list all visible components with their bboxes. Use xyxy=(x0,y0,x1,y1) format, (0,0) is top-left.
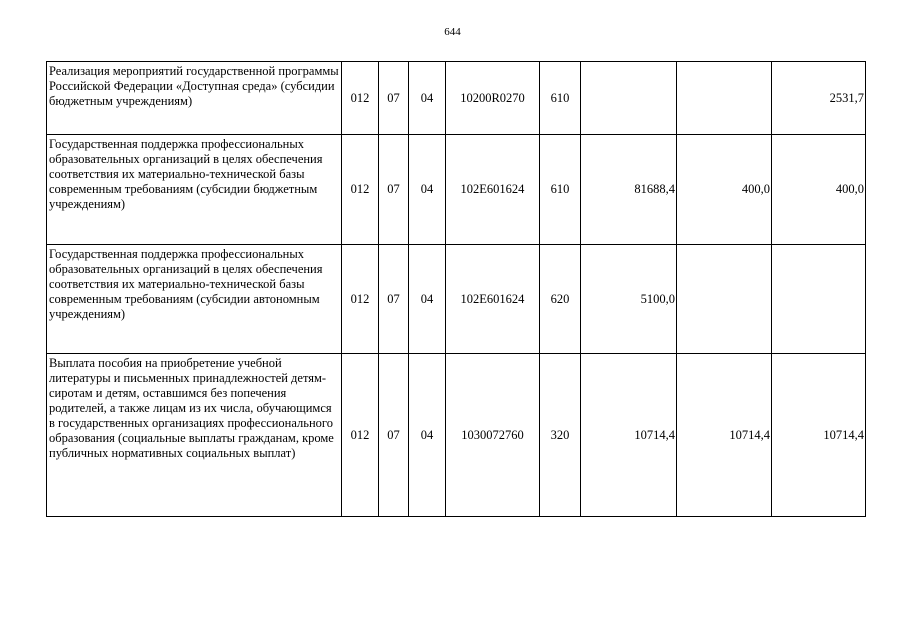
amount-2-cell xyxy=(677,62,772,135)
ministry-code-cell: 012 xyxy=(342,245,379,354)
amount-3-cell: 10714,4 xyxy=(772,354,866,517)
ministry-code-cell: 012 xyxy=(342,62,379,135)
ministry-code-cell: 012 xyxy=(342,354,379,517)
expense-type-cell: 320 xyxy=(540,354,581,517)
amount-2-cell: 400,0 xyxy=(677,135,772,245)
expense-type-cell: 620 xyxy=(540,245,581,354)
budget-table xyxy=(46,61,866,517)
description-cell: Выплата пособия на приобретение учебной литературы и письменных принадлежностей детям-сиротам и детям, оставшимся без попечения родителей, а также лицам из их числа, обучающимся в государственных организациях профессионального образования (социальные выплаты гражданам, кроме публичных нормативных социальных выплат) xyxy=(47,354,342,517)
amount-1-cell: 81688,4 xyxy=(581,135,677,245)
expense-type-cell: 610 xyxy=(540,62,581,135)
target-article-cell: 102E601624 xyxy=(446,135,540,245)
amount-2-cell: 10714,4 xyxy=(677,354,772,517)
subsection-code-cell: 04 xyxy=(409,62,446,135)
amount-3-cell xyxy=(772,245,866,354)
target-article-cell: 10200R0270 xyxy=(446,62,540,135)
table-row xyxy=(47,135,866,245)
description-cell: Реализация мероприятий государственной программы Российской Федерации «Доступная среда» (субсидии бюджетным учреждениям) xyxy=(47,62,342,135)
table-row xyxy=(47,245,866,354)
amount-1-cell xyxy=(581,62,677,135)
description-cell: Государственная поддержка профессиональных образовательных организаций в целях обеспечения соответствия их материально-технической базы современным требованиям (субсидии бюджетным учреждениям) xyxy=(47,135,342,245)
subsection-code-cell: 04 xyxy=(409,354,446,517)
amount-3-cell: 400,0 xyxy=(772,135,866,245)
subsection-code-cell: 04 xyxy=(409,245,446,354)
table-row xyxy=(47,62,866,135)
amount-3-cell: 2531,7 xyxy=(772,62,866,135)
target-article-cell: 1030072760 xyxy=(446,354,540,517)
section-code-cell: 07 xyxy=(379,245,409,354)
amount-1-cell: 10714,4 xyxy=(581,354,677,517)
section-code-cell: 07 xyxy=(379,135,409,245)
table-row xyxy=(47,354,866,517)
target-article-cell: 102E601624 xyxy=(446,245,540,354)
amount-2-cell xyxy=(677,245,772,354)
amount-1-cell: 5100,0 xyxy=(581,245,677,354)
expense-type-cell: 610 xyxy=(540,135,581,245)
subsection-code-cell: 04 xyxy=(409,135,446,245)
ministry-code-cell: 012 xyxy=(342,135,379,245)
section-code-cell: 07 xyxy=(379,354,409,517)
section-code-cell: 07 xyxy=(379,62,409,135)
page-number: 644 xyxy=(444,26,461,38)
description-cell: Государственная поддержка профессиональных образовательных организаций в целях обеспечения соответствия их материально-технической базы современным требованиям (субсидии автономным учреждениям) xyxy=(47,245,342,354)
